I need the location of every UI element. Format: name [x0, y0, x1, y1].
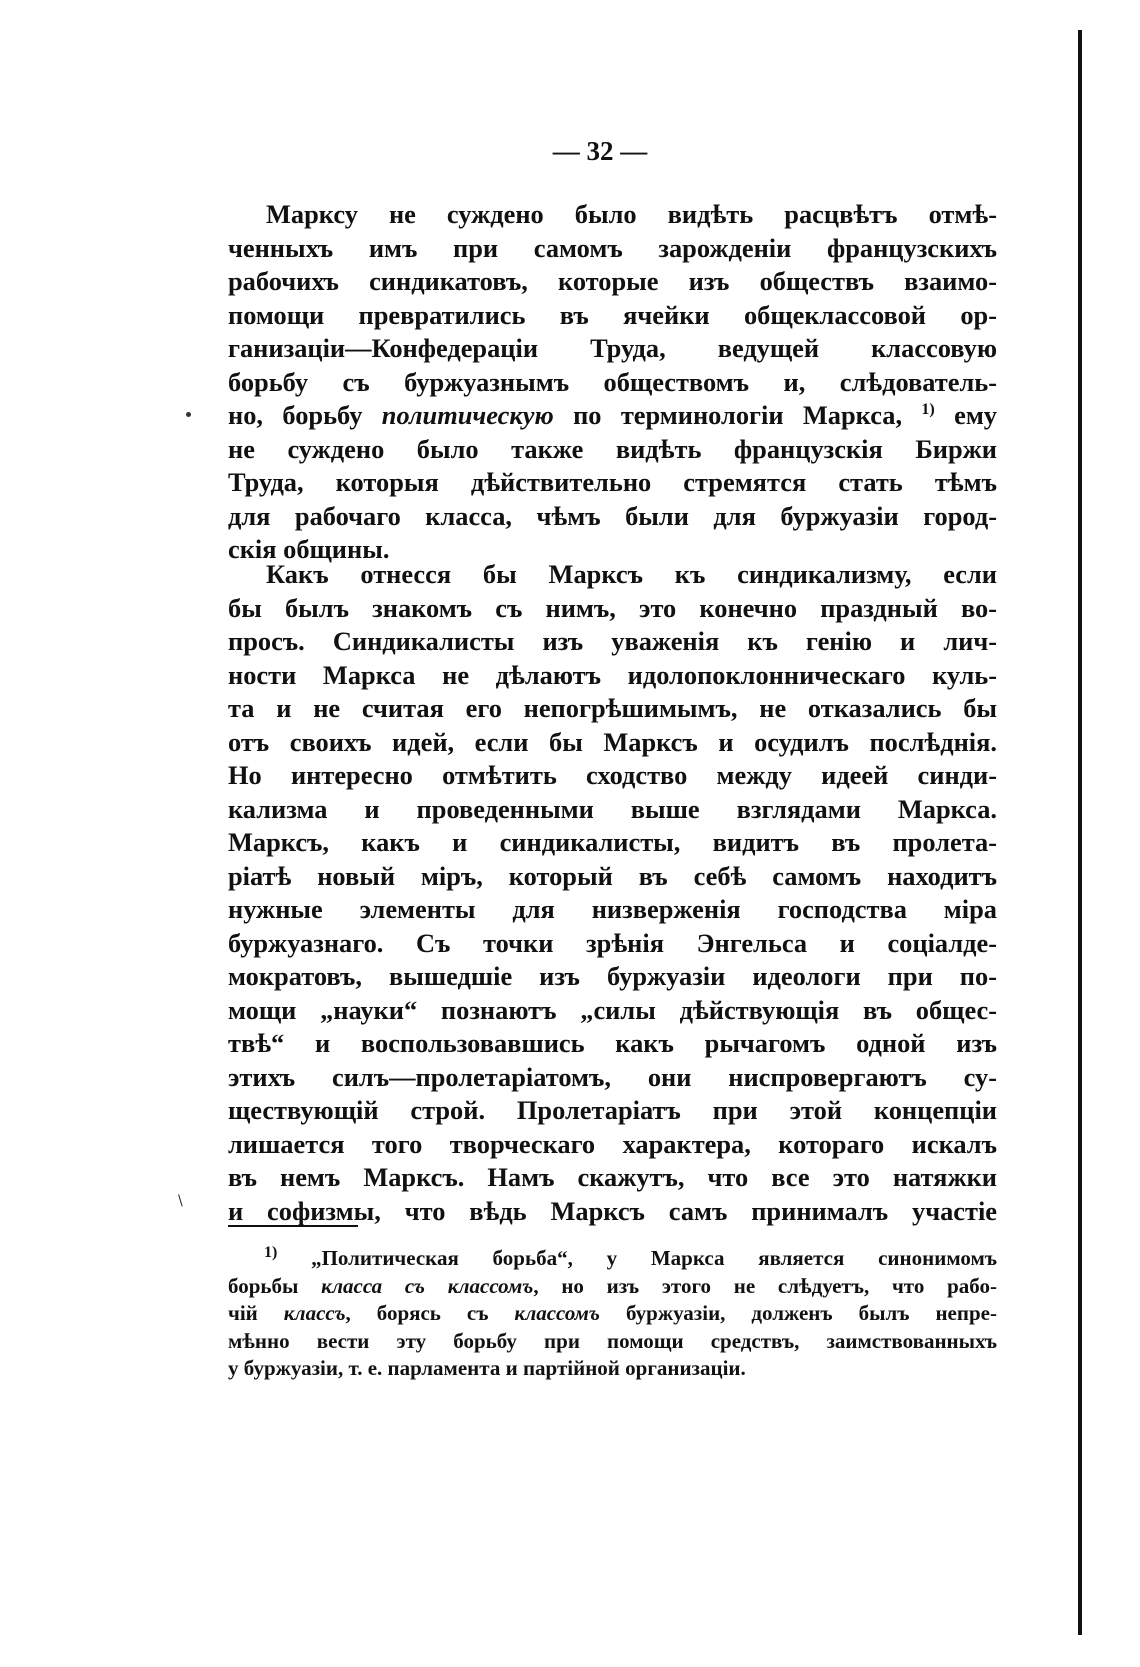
text-line: просъ. Синдикалисты изъ уваженія къ генію и лич-: [228, 626, 997, 656]
text-line: кализма и проведенными выше взглядами Маркса.: [228, 793, 997, 824]
text-span: но, борьбу: [228, 400, 382, 430]
text-line: нужные элементы для низверженія господства міра: [228, 894, 997, 924]
text-line: ченныхъ имъ при самомъ зарожденіи французскихъ: [228, 232, 997, 263]
text-line: въ немъ Марксъ. Намъ скажутъ, что все это натяжки: [228, 1162, 997, 1192]
text-line: ганизаціи—Конфедераціи Труда, ведущей классовую: [228, 333, 997, 363]
footnote: [228, 1245, 997, 1383]
text-line: мократовъ, вышедшіе изъ буржуазіи идеологи при по-: [228, 961, 997, 991]
footnote-separator: [228, 1225, 358, 1227]
text-span: борьбы: [228, 1273, 322, 1298]
text-line: бы былъ знакомъ съ нимъ, это конечно праздный во-: [228, 592, 997, 623]
page-edge-line: [1078, 30, 1082, 1635]
text-line: рабочихъ синдикатовъ, которые изъ обществъ взаимо-: [228, 266, 997, 296]
paragraph-2: [228, 558, 997, 1228]
text-line: борьбу съ буржуазнымъ обществомъ и, слѣдователь-: [228, 366, 997, 397]
italic-term: классомъ: [514, 1301, 601, 1325]
italic-term: политическую: [381, 400, 554, 430]
italic-term: классъ: [283, 1301, 346, 1325]
text-line: Марксъ, какъ и синдикалисты, видитъ въ пролета-: [228, 827, 997, 857]
text-line: твѣ“ и воспользовавшись какъ рычагомъ одной изъ: [228, 1028, 997, 1058]
text-line: [228, 399, 997, 433]
text-line: лишается того творческаго характера, котораго искалъ: [228, 1128, 997, 1159]
text-span: , но изъ этого не слѣдуетъ, что рабо-: [533, 1273, 997, 1298]
text-span: по терминологіи Маркса,: [553, 400, 903, 430]
text-span: чій: [228, 1301, 284, 1325]
text-line: Но интересно отмѣтить сходство между идеей синди-: [228, 760, 997, 790]
footnote-line: [228, 1245, 997, 1273]
footnote-line: [228, 1300, 997, 1328]
text-line: мощи „науки“ познаютъ „силы дѣйствующія въ общес-: [228, 994, 997, 1025]
text-line: для рабочаго класса, чѣмъ были для буржуазіи город-: [228, 500, 997, 531]
text-line: буржуазнаго. Съ точки зрѣнія Энгельса и соціалде-: [228, 927, 997, 958]
text-line: и софизмы, что вѣдь Марксъ самъ принималъ участіе: [228, 1195, 997, 1226]
text-line: ріатѣ новый міръ, который въ себѣ самомъ находитъ: [228, 860, 997, 891]
text-line: помощи превратились въ ячейки общеклассовой ор-: [228, 299, 997, 330]
footnote-marker: 1): [921, 401, 935, 419]
text-span: „Политическая борьба“, у Маркса является синонимомъ: [277, 1246, 997, 1270]
text-line: ности Маркса не дѣлаютъ идолопоклонническаго куль-: [228, 659, 997, 690]
text-line: отъ своихъ идей, если бы Марксъ и осудилъ послѣднія.: [228, 726, 997, 757]
text-line: этихъ силъ—пролетаріатомъ, они ниспровергаютъ су-: [228, 1061, 997, 1092]
scan-mark: \: [178, 1193, 183, 1209]
text-line: Марксу не суждено было видѣть расцвѣтъ отмѣ-: [266, 199, 997, 229]
text-line: Труда, которыя дѣйствительно стремятся стать тѣмъ: [228, 467, 997, 497]
paragraph-1: [228, 198, 997, 567]
text-span: , борясь съ: [345, 1301, 515, 1325]
text-line: не суждено было также видѣть французскія Биржи: [228, 433, 997, 464]
italic-term: класса съ классомъ: [321, 1273, 534, 1298]
footnote-line: у буржуазіи, т. е. парламента и партійной организаціи.: [228, 1356, 746, 1380]
text-line: скія общины.: [228, 534, 390, 564]
text-span: буржуазіи, долженъ былъ непре-: [600, 1301, 997, 1325]
footnote-marker: 1): [264, 1244, 278, 1261]
text-line: та и не считая его непогрѣшимымъ, не отказались бы: [228, 693, 997, 723]
text-span: ему: [934, 400, 997, 430]
text-line: Какъ отнесся бы Марксъ къ синдикализму, если: [266, 559, 997, 589]
text-line: ществующій строй. Пролетаріатъ при этой концепціи: [228, 1095, 997, 1125]
scan-speck: [186, 412, 191, 417]
footnote-line: [228, 1273, 997, 1301]
footnote-line: мѣнно вести эту борьбу при помощи средствъ, заимствованныхъ: [228, 1328, 997, 1353]
page-number: — 32 —: [552, 136, 648, 166]
